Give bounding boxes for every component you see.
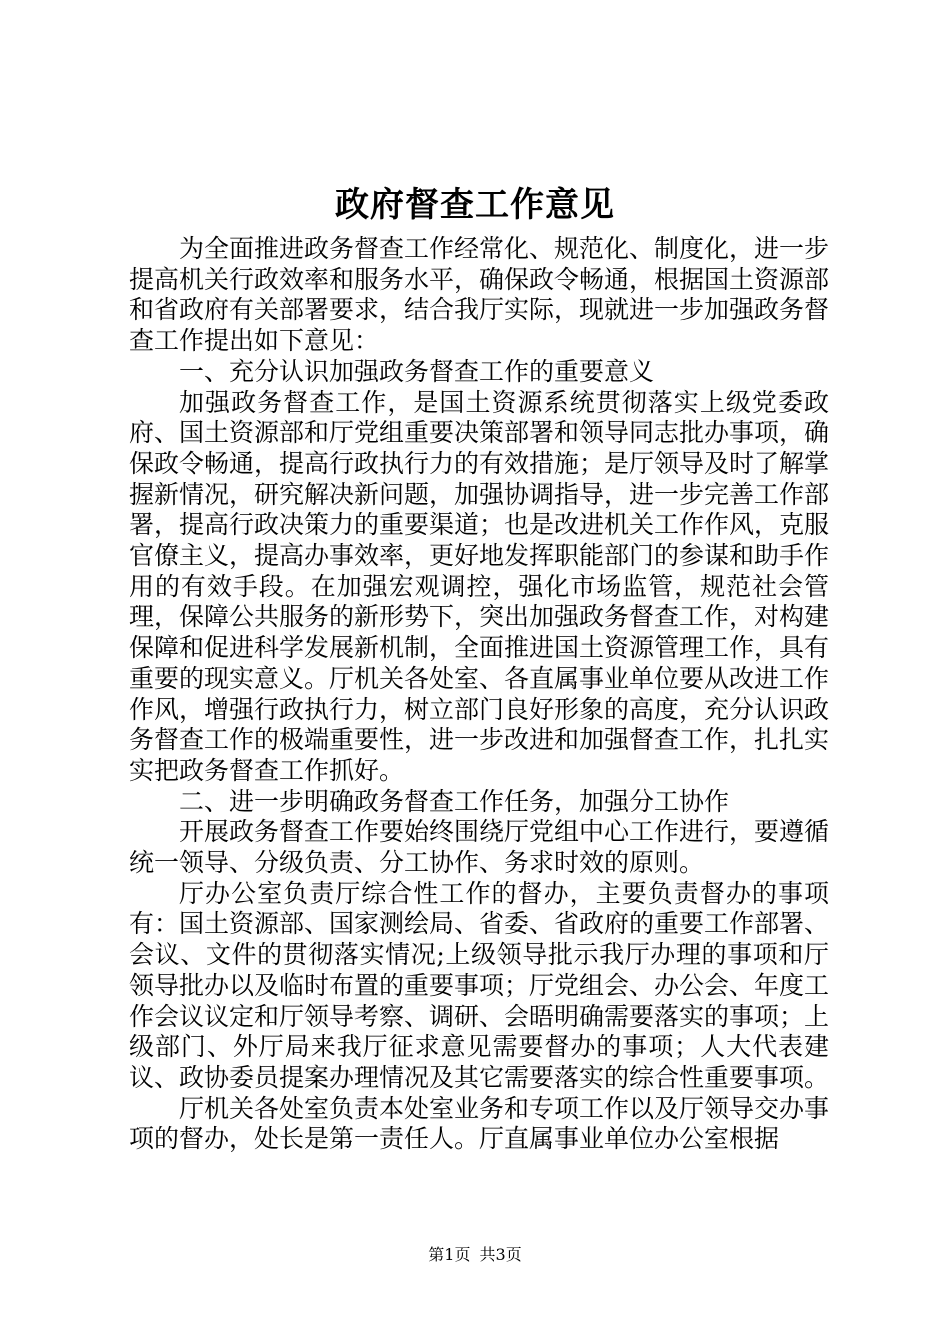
page-total: 共3页 [479,1245,522,1264]
page-number: 第1页 [428,1245,471,1264]
paragraph-office-duties: 厅办公室负责厅综合性工作的督办，主要负责督办的事项有：国土资源部、国家测绘局、省委、省政府的重要工作部署、会议、文件的贯彻落实情况;上级领导批示我厅办理的事项和厅领导批办以及临时布置的重要事项；厅党组会、办公会、年度工作会议议定和厅领导考察、调研、会晤明确需要落实的事项；上级部门、外厅局来我厅征求意见需要督办的事项；人大代表建议、政协委员提案办理情况及其它需要落实的综合性重要事项。 [129,878,830,1092]
document-title: 政府督查工作意见 [335,185,615,225]
section-heading-2: 二、进一步明确政务督查工作任务，加强分工协作 [179,786,730,816]
document-body [129,234,829,1155]
paragraph-significance: 加强政务督查工作，是国土资源系统贯彻落实上级党委政府、国土资源部和厅党组重要决策部署和领导同志批办事项，确保政令畅通，提高行政执行力的有效措施；是厅领导及时了解掌握新情况，研究解决新问题，加强协调指导，进一步完善工作部署，提高行政决策力的重要渠道；也是改进机关工作作风，克服官僚主义，提高办事效率，更好地发挥职能部门的参谋和助手作用的有效手段。在加强宏观调控，强化市场监管，规范社会管理，保障公共服务的新形势下，突出加强政务督查工作，对构建保障和促进科学发展新机制，全面推进国土资源管理工作，具有重要的现实意义。厅机关各处室、各直属事业单位要从改进工作作风，增强行政执行力，树立部门良好形象的高度，充分认识政务督查工作的极端重要性，进一步改进和加强督查工作，扎扎实实把政务督查工作抓好。 [129,387,830,785]
section-heading-1: 一、充分认识加强政务督查工作的重要意义 [179,356,655,386]
paragraph-intro: 为全面推进政务督查工作经常化、规范化、制度化，进一步提高机关行政效率和服务水平，确保政令畅通，根据国土资源部和省政府有关部署要求，结合我厅实际，现就进一步加强政务督查工作提出如下意见： [129,234,830,356]
paragraph-department-duties: 厅机关各处室负责本处室业务和专项工作以及厅领导交办事项的督办，处长是第一责任人。厅直属事业单位办公室根据 [129,1093,830,1154]
paragraph-principles: 开展政务督查工作要始终围绕厅党组中心工作进行，要遵循统一领导、分级负责、分工协作、务求时效的原则。 [129,817,830,878]
page-footer [0,1245,950,1265]
